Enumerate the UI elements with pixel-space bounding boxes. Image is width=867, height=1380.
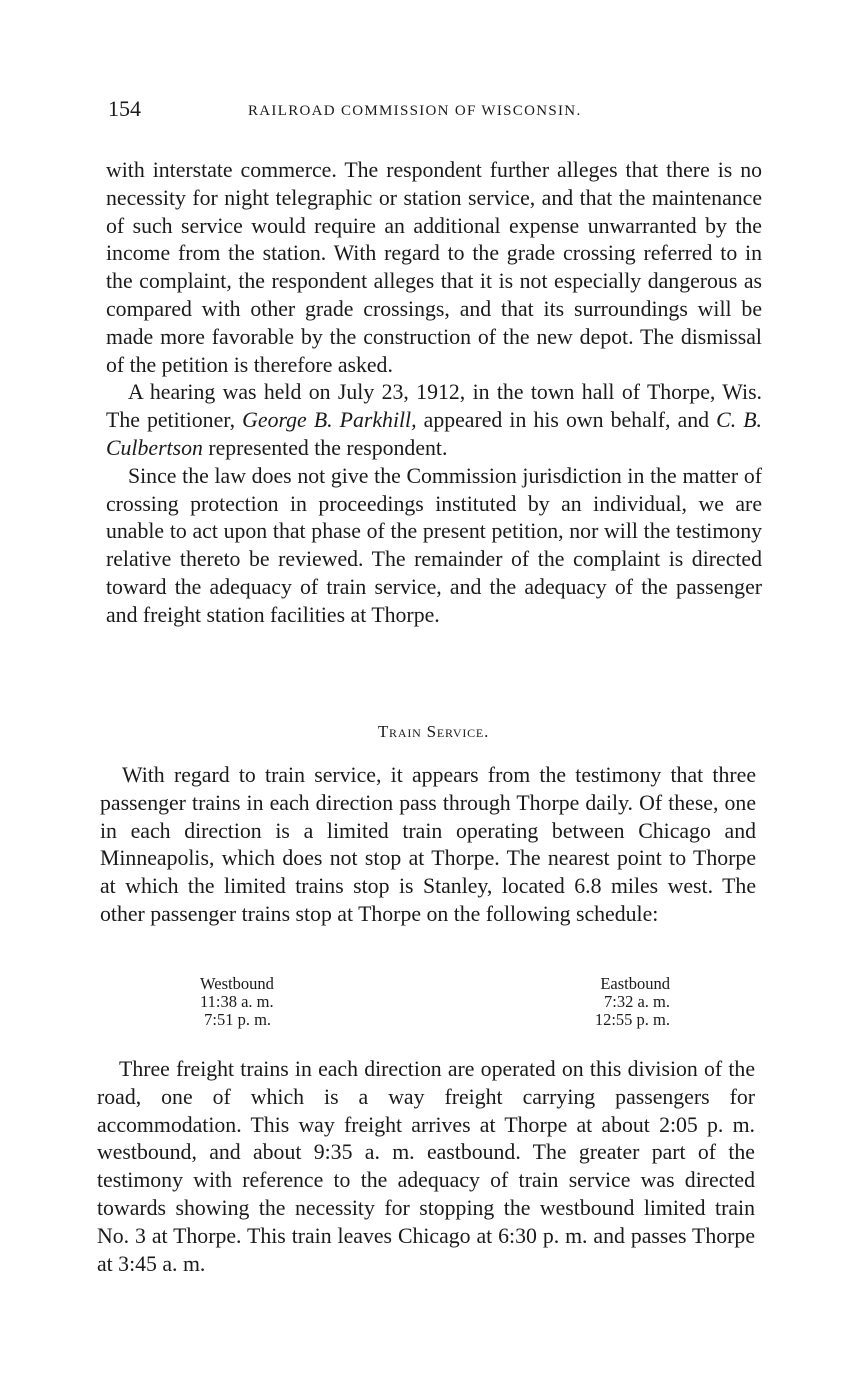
petitioner-name: George B. Parkhill,: [242, 408, 417, 433]
paragraph-hearing: [106, 379, 762, 462]
section-heading-train-service: Train Service.: [377, 722, 490, 741]
body-text-train-service: [100, 762, 756, 929]
page-number: 154: [108, 96, 141, 121]
body-text-freight: [97, 1056, 755, 1278]
eastbound-label: Eastbound: [600, 974, 670, 993]
westbound-time: 7:51 p. m.: [200, 1010, 272, 1029]
westbound-column: [200, 975, 274, 1029]
westbound-label: Westbound: [200, 974, 274, 993]
eastbound-column: [595, 975, 670, 1029]
train-schedule: [200, 975, 670, 1035]
hearing-text-before: A hearing was held on July 23, 1912, in the town hall of Thorpe, Wis. The petitioner,: [106, 380, 762, 433]
paragraph-jurisdiction: Since the law does not give the Commission jurisdiction in the matter of crossing protection in proceedings instituted by an individual, we are unable to act upon that phase of the present petition, nor will the testimony relative thereto be reviewed. The remainder of the complaint is directed toward the adequacy of train service, and the adequacy of the passenger and freight station facilities at Thorpe.: [106, 463, 762, 627]
respondent-representative: C. B. Culbertson: [106, 408, 762, 460]
hearing-text-middle: appeared in his own behalf, and: [416, 408, 717, 433]
westbound-time: 11:38 a. m.: [200, 992, 274, 1011]
paragraph-freight-trains: Three freight trains in each direction are operated on this division of the road, one of which is a way freight carrying passengers for accommodation. This way freight arrives at Thorpe at about 2:05 p. m. westbound, and about 9:35 a. m. eastbound. The greater part of the testimony with reference to the adequacy of train service was directed towards showing the necessity for stopping the westbound limited train No. 3 at Thorpe. This train leaves Chicago at 6:30 p. m. and passes Thorpe at 3:45 a. m.: [97, 1057, 755, 1276]
running-head: RAILROAD COMMISSION OF WISCONSIN.: [248, 103, 582, 119]
eastbound-time: 12:55 p. m.: [594, 1010, 670, 1029]
paragraph-respondent-allegations: with interstate commerce. The respondent further alleges that there is no necessity for night telegraphic or station service, and that the maintenance of such service would require an additional expense unwarranted by the income from the station. With regard to the grade crossing referred to in the complaint, the respondent alleges that it is not especially dangerous as compared with other grade crossings, and that its surroundings will be made more favorable by the construction of the new depot. The dismissal of the petition is therefore asked.: [106, 158, 762, 377]
paragraph-train-service: With regard to train service, it appears from the testimony that three passenger trains in each direction pass through Thorpe daily. Of these, one in each direction is a limited train operating between Chicago and Minneapolis, which does not stop at Thorpe. The nearest point to Thorpe at which the limited trains stop is Stanley, located 6.8 miles west. The other passenger trains stop at Thorpe on the following schedule:: [100, 763, 756, 926]
body-text-top: [106, 157, 762, 630]
page-header: [108, 96, 768, 126]
eastbound-time: 7:32 a. m.: [604, 992, 670, 1011]
hearing-text-after: represented the respondent.: [202, 435, 448, 460]
